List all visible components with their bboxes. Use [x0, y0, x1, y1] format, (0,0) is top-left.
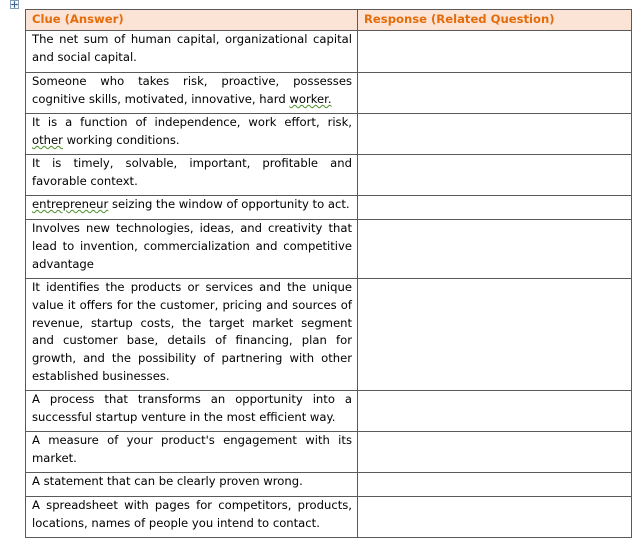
clue-text: Someone who takes risk, proactive, possesses cognitive skills, motivated, innovative, hard — [32, 74, 352, 106]
table-row — [26, 31, 632, 73]
response-cell[interactable] — [358, 114, 632, 155]
response-cell[interactable] — [358, 196, 632, 220]
spelling-flag[interactable]: entrepreneur — [32, 197, 109, 211]
response-cell[interactable] — [358, 155, 632, 196]
table-row — [26, 114, 632, 155]
clue-cell: A process that transforms an opportunity into a successful startup venture in the most efficient way. — [26, 391, 358, 432]
response-cell[interactable] — [358, 497, 632, 538]
clue-column-header: Clue (Answer) — [26, 10, 358, 31]
table-row — [26, 155, 632, 196]
clue-cell: A statement that can be clearly proven wrong. — [26, 473, 358, 497]
clue-cell: It is timely, solvable, important, profitable and favorable context. — [26, 155, 358, 196]
response-cell[interactable] — [358, 432, 632, 473]
spelling-flag[interactable]: worker. — [289, 91, 332, 106]
clue-cell — [26, 73, 358, 114]
table-row — [26, 279, 632, 391]
clue-text: It is a function of independence, work effort, risk, — [32, 115, 352, 129]
move-arrows-icon — [11, 1, 18, 8]
response-column-header: Response (Related Question) — [358, 10, 632, 31]
header-row — [26, 10, 632, 31]
clue-cell: A spreadsheet with pages for competitors, products, locations, names of people you intend to contact. — [26, 497, 358, 538]
clue-response-table — [25, 9, 632, 538]
table-row — [26, 497, 632, 538]
response-cell[interactable] — [358, 473, 632, 497]
response-cell[interactable] — [358, 31, 632, 73]
clue-cell: A measure of your product's engagement with its market. — [26, 432, 358, 473]
table-row — [26, 432, 632, 473]
table-row — [26, 73, 632, 114]
response-cell[interactable] — [358, 220, 632, 279]
response-cell[interactable] — [358, 391, 632, 432]
table-row — [26, 473, 632, 497]
clue-cell — [26, 196, 358, 220]
table-move-handle[interactable] — [10, 0, 19, 9]
response-cell[interactable] — [358, 73, 632, 114]
table-row — [26, 391, 632, 432]
clue-text: seizing the window of opportunity to act. — [108, 197, 350, 211]
table-row — [26, 196, 632, 220]
clue-cell: It identifies the products or services and the unique value it offers for the customer, pricing and sources of revenue, startup costs, the target market segment and customer base, details of financing, plan for growth, and the possibility of partnering with other established businesses. — [26, 279, 358, 391]
clue-cell: Involves new technologies, ideas, and creativity that lead to invention, commercialization and competitive advantage — [26, 220, 358, 279]
response-cell[interactable] — [358, 279, 632, 391]
table-row — [26, 220, 632, 279]
grammar-flag[interactable]: other — [32, 132, 63, 147]
clue-text: working conditions. — [62, 132, 180, 147]
clue-cell — [26, 114, 358, 155]
clue-cell: The net sum of human capital, organizational capital and social capital. — [26, 31, 358, 73]
